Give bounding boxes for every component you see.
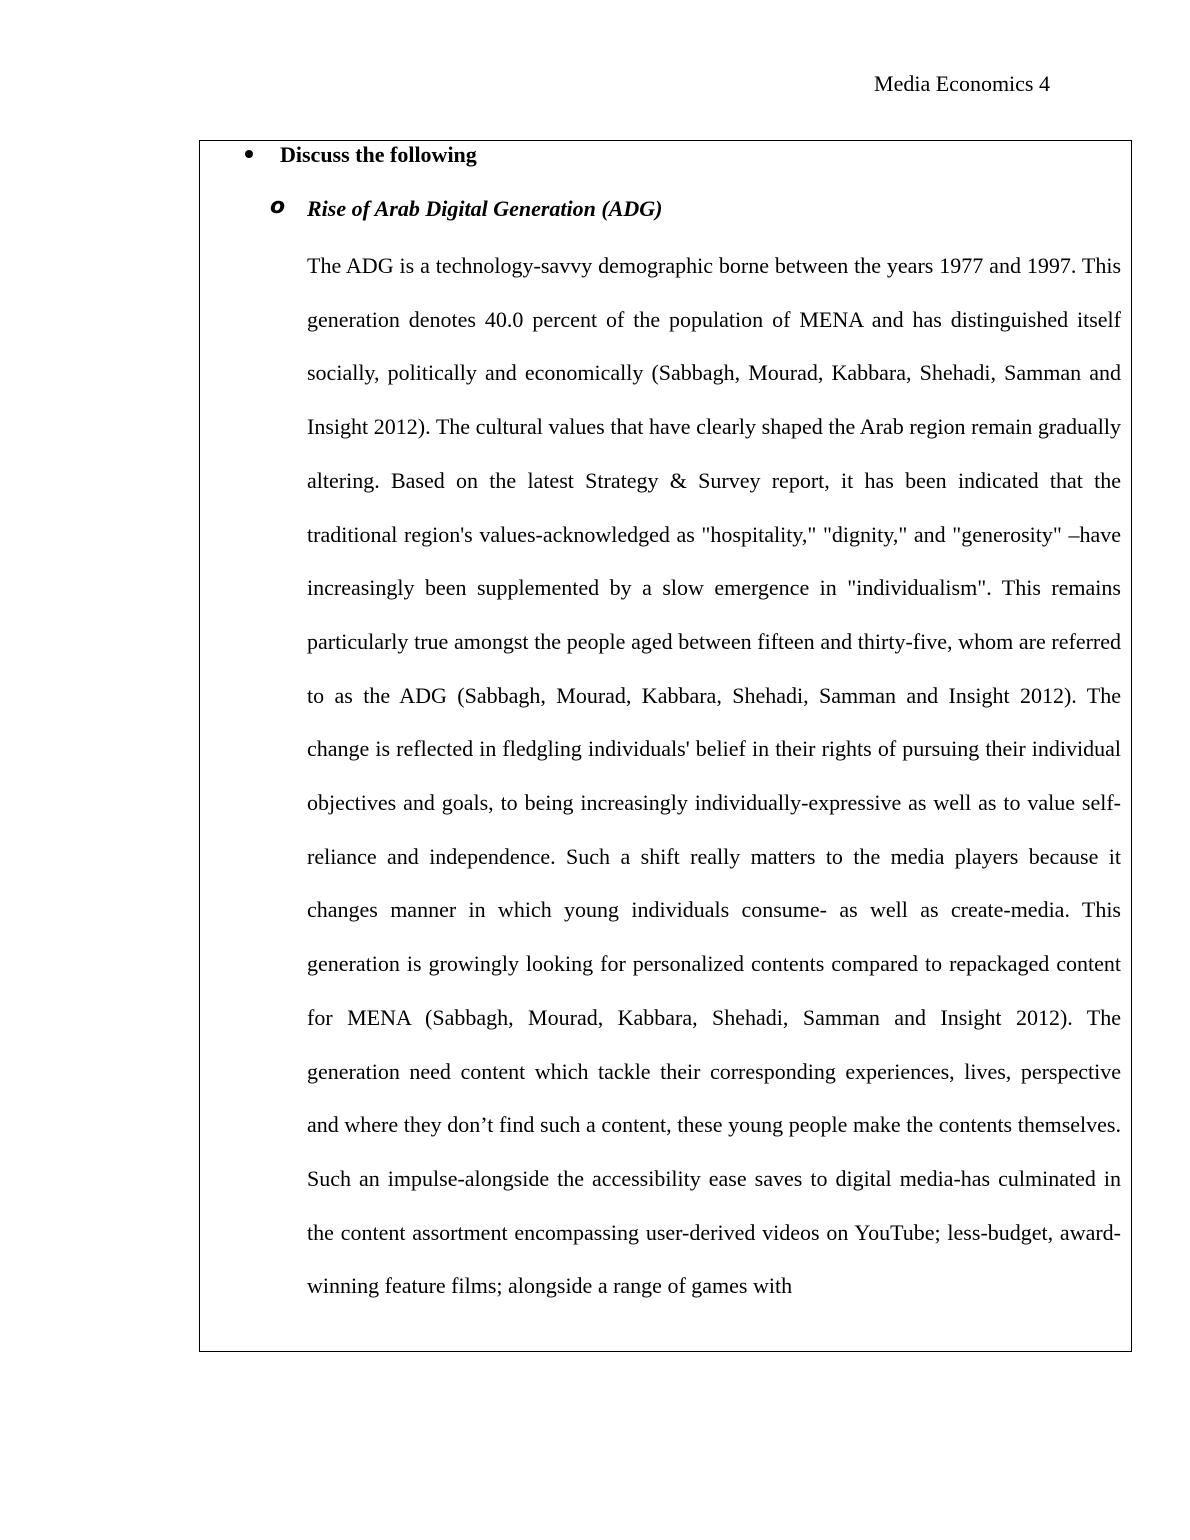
sub-bullet-marker: o [270, 194, 286, 219]
running-head-title: Media Economics 4 [874, 71, 1050, 96]
bullet-dot-icon [245, 150, 253, 158]
bullet-label: Discuss the following [280, 142, 477, 167]
sub-heading: Rise of Arab Digital Generation (ADG) [307, 196, 663, 221]
content-frame [199, 140, 1132, 1352]
body-paragraph: The ADG is a technology-savvy demographic borne between the years 1977 and 1997. This generation denotes 40.0 percent of the population of MENA and has distinguished itself socially, politically and economically (Sabbagh, Mourad, Kabbara, Shehadi, Samman and Insight 2012). The cultural values that have clearly shaped the Arab region remain gradually altering. Based on the latest Strategy & Survey report, it has been indicated that the traditional region's values-acknowledged as "hospitality," "dignity," and "generosity" –have increasingly been supplemented by a slow emergence in "individualism". This remains particularly true amongst the people aged between fifteen and thirty-five, whom are referred to as the ADG (Sabbagh, Mourad, Kabbara, Shehadi, Samman and Insight 2012). The change is reflected in fledgling individuals' belief in their rights of pursuing their individual objectives and goals, to being increasingly individually-expressive as well as to value self-reliance and independence. Such a shift really matters to the media players because it changes manner in which young individuals consume- as well as create-media. This generation is growingly looking for personalized contents compared to repackaged content for MENA (Sabbagh, Mourad, Kabbara, Shehadi, Samman and Insight 2012). The generation need content which tackle their corresponding experiences, lives, perspective and where they don’t find such a content, these young people make the contents themselves. Such an impulse-alongside the accessibility ease saves to digital media-has culminated in the content assortment encompassing user-derived videos on YouTube; less-budget, award-winning feature films; alongside a range of games with [307, 253, 1121, 1299]
